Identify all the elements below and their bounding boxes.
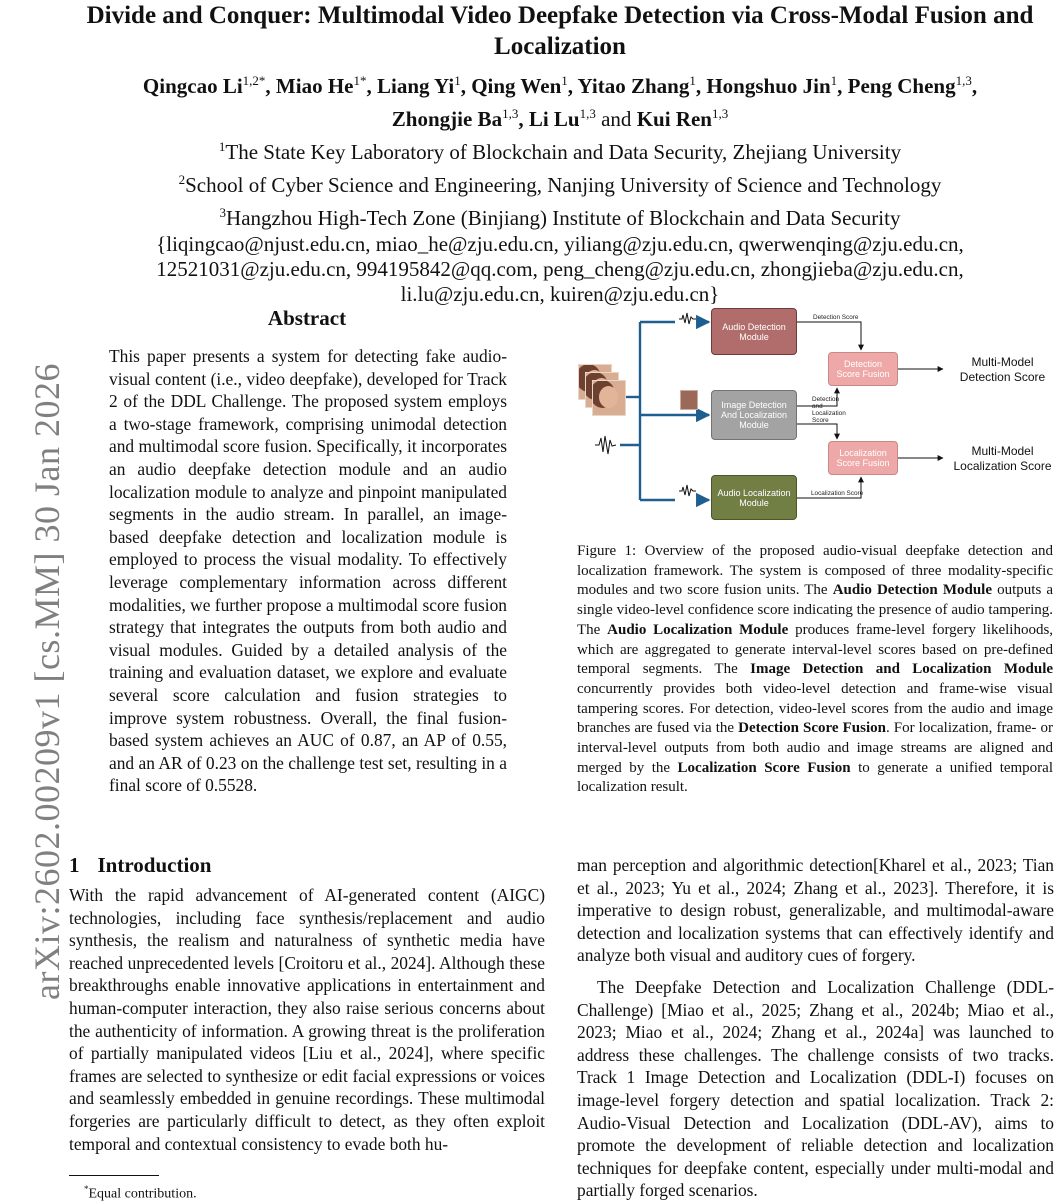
author: Qing Wen$^1$ — [471, 73, 568, 98]
image-scores-label: Detection and Localization Score — [812, 396, 846, 424]
audio-localization-module: Audio Localization Module — [711, 475, 797, 520]
affiliation: $^1$The State Key Laboratory of Blockchain and Data Security, Zhejiang University — [218, 139, 902, 164]
figure-caption: Figure 1: Overview of the proposed audio-visual deepfake detection and localization framework. The system is composed of three modality-specific modules and two score fusion units. The Audio Detection Module outputs a single video-level confidence score indicating the presence of audio tampering. The Audio Localization Module produces frame-level forgery likelihoods, which are aggregated to generate interval-level scores based on pre-defined temporal segments. The Image Detection and Localization Module concurrently provides both video-level detection and frame-wise visual tampering scores. For detection, video-level scores from the audio and image branches are fused via the Detection Score Fusion. For localization, frame- or interval-level outputs from both audio and image streams are aligned and merged by the Localization Score Fusion to generate a unified temporal localization result. — [577, 543, 1054, 796]
paper-title: Divide and Conquer: Multimodal Video Deepfake Detection via Cross-Modal Fusion and Localization — [86, 2, 1034, 60]
multimodel-detection-output: Multi-Model Detection Score — [959, 355, 1046, 384]
image-detection-module: Image Detection And Localization Module — [711, 390, 797, 440]
detection-score-fusion: Detection Score Fusion — [828, 352, 898, 386]
abstract-heading: Abstract — [267, 306, 347, 330]
detection-score-label: Detection Score — [813, 314, 859, 321]
author: Peng Cheng$^{1,3}$ — [847, 73, 972, 98]
abstract-text: This paper presents a system for detecting fake audio-visual content (i.e., video deepfake), developed for Track 2 of the DDL Challenge. The proposed system employs a two-stage framework, comprising unimodal detection and multimodal score fusion. Specifically, it incorporates an audio deepfake detection module and an audio localization module to analyze and pinpoint manipulated segments in the audio stream. In parallel, an image-based deepfake detection and localization module is employed to process the visual modality. To effectively leverage complementary information across different modalities, we further propose a multimodal score fusion strategy that integrates the outputs from both audio and visual modules. Guided by a detailed analysis of the training and evaluation dataset, we explore and evaluate several score calculation and fusion strategies to improve system robustness. Overall, the final fusion-based system achieves an AUC of 0.87, an AP of 0.55, and an AR of 0.23 on the challenge test set, resulting in a final score of 0.5528. — [109, 346, 507, 796]
email-line: {liqingcao@njust.edu.cn, miao_he@zju.edu.cn, yiliang@zju.edu.cn, qwerwenqing@zju.edu.cn, — [156, 232, 964, 256]
email-line: li.lu@zju.edu.cn, kuiren@zju.edu.cn} — [400, 282, 720, 306]
intro-left-column — [69, 884, 545, 1155]
author: Yitao Zhang$^1$ — [577, 73, 696, 98]
video-frames-image — [578, 364, 625, 416]
author: Hongshuo Jin$^1$ — [706, 73, 838, 98]
author: Qingcao $Li^{1,2*}$ — [142, 73, 266, 98]
affiliation: $^3$Hangzhou High-Tech Zone (Binjiang) Institute of Blockchain and Data Security — [219, 205, 901, 230]
author: Liang Yi$^1$ — [376, 73, 461, 98]
footnote-rule — [69, 1175, 159, 1176]
intro-paragraph: The Deepfake Detection and Localization Challenge (DDL-Challenge) [Miao et al., 2025; Zhang et al., 2024b; Miao et al., 2023; Miao et al., 2024; Zhang et al., 2024a] was launched to address these challenges. The challenge consists of two tracks. Track 1 Image Detection and Localization (DDL-I) focuses on image-level forgery detection and spatial localization. Track 2: Audio-Visual Detection and Localization (DDL-AV), aims to promote the development of reliable detection and localization techniques for deepfake content, especially under multi-modal and partially forged scenarios. — [577, 976, 1054, 1201]
footnote: *Equal contribution. — [84, 1184, 197, 1202]
email-list — [80, 232, 1040, 307]
author: Zhongjie Ba$^{1,3}$ — [391, 106, 519, 131]
author-list: Qingcao $Li^{1,2*}$, Miao $He^{1*}$, Liang Yi$^1$, Qing Wen$^1$, Yitao Zhang$^1$, Hongshuo Jin$^1$, Peng Cheng$^{1,3}$, Zhongjie Ba$^{1,3}$, Li Lu$^{1,3}$ and Kui Ren$^{1,3}$ — [142, 73, 978, 131]
section-heading-introduction: 1 Introduction — [69, 853, 212, 877]
face-crop-image — [680, 390, 698, 410]
arxiv-identifier: arXiv:2602.00209v1 [cs.MM] 30 Jan 2026 — [27, 363, 67, 1000]
intro-paragraph: With the rapid advancement of AI-generated content (AIGC) technologies, including face synthesis/replacement and audio synthesis, the realism and naturalness of synthetic media have reached unprecedented levels [Croitoru et al., 2024]. Although these breakthroughs enable innovative applications in entertainment and human-computer interaction, they also raise serious concerns about the authenticity of information. A growing threat is the proliferation of partially manipulated videos [Liu et al., 2024], where specific frames are selected to synthesize or edit facial expressions or voices and seamlessly embedded in genuine recordings. These multimodal forgeries are particularly difficult to detect, as they often exploit temporal and contextual consistency to evade both hu- — [69, 885, 545, 1154]
author: Miao $He^{1*}$ — [275, 73, 367, 98]
intro-right-column — [577, 854, 1054, 1202]
paper-header — [80, 0, 1040, 307]
author: Kui Ren$^{1,3}$ — [636, 106, 729, 131]
email-line: 12521031@zju.edu.cn, 994195842@qq.com, peng_cheng@zju.edu.cn, zhongjieba@zju.edu.cn, — [156, 257, 964, 281]
abstract-body — [109, 345, 507, 797]
face-frame — [592, 380, 626, 416]
author-conjunction: and — [601, 107, 632, 131]
localization-score-label: Localization Score — [811, 490, 864, 497]
multimodel-localization-output: Multi-Model Localization Score — [953, 444, 1052, 473]
framework-figure — [575, 300, 1056, 525]
audio-detection-module: Audio Detection Module — [711, 308, 797, 355]
localization-score-fusion: Localization Score Fusion — [828, 441, 898, 475]
intro-paragraph: man perception and algorithmic detection[Kharel et al., 2023; Tian et al., 2023; Yu et al., 2024; Zhang et al., 2023]. Therefore, it is imperative to design robust, generalizable, and multimodal-aware detection and localization systems that can effectively identify and analyze both visual and auditory cues of forgery. — [577, 855, 1054, 966]
affiliation: $^2$School of Cyber Science and Engineering, Nanjing University of Science and Technology — [178, 172, 942, 197]
author: Li Lu$^{1,3}$ — [528, 106, 596, 131]
